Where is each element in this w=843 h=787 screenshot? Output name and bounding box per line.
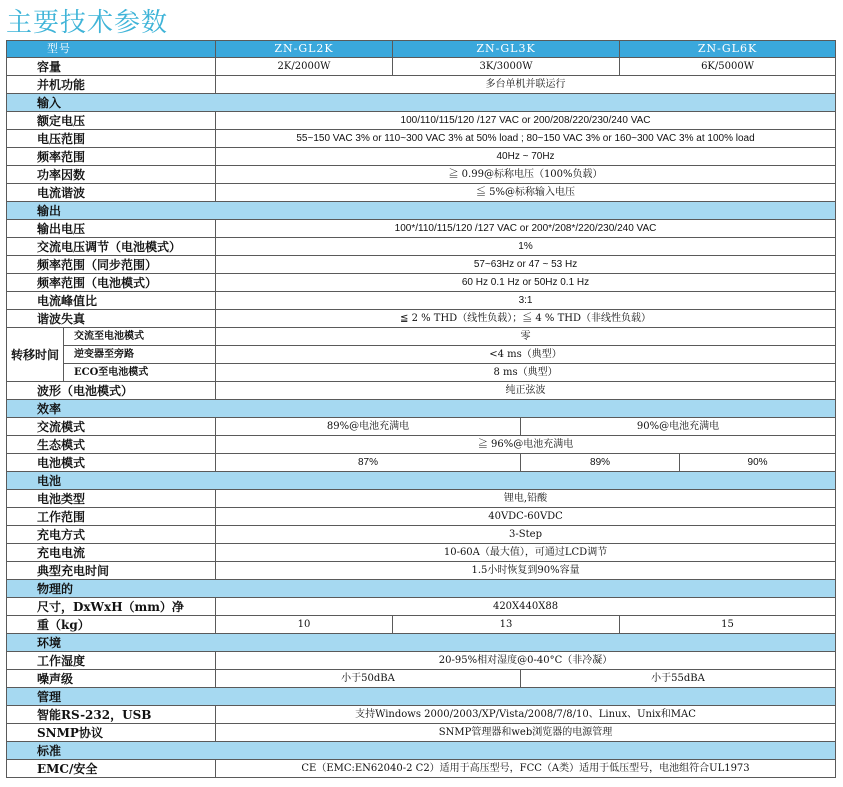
- section-management: [7, 688, 836, 706]
- battery-mode-gl3k: 89%: [521, 454, 680, 472]
- voltage-range-label: 电压范围: [7, 130, 216, 148]
- emc-label: EMC/安全: [7, 760, 216, 778]
- dimensions-label: 尺寸，DxWxH（mm）净: [7, 598, 216, 616]
- section-output: [7, 202, 836, 220]
- rs232-row: [7, 706, 836, 724]
- section-standards-title: 标准: [7, 742, 836, 760]
- waveform-value: 纯正弦波: [216, 382, 836, 400]
- frequency-range-label: 频率范围: [7, 148, 216, 166]
- transfer-time-label: 转移时间: [7, 328, 64, 382]
- emc-value: CE（EMC:EN62040-2 C2）适用于高压型号，FCC（A类）适用于低压型号，电池组符合UL1973: [216, 760, 836, 778]
- ac-regulation-value: 1%: [216, 238, 836, 256]
- noise-label: 噪声级: [7, 670, 216, 688]
- rated-voltage-row: [7, 112, 836, 130]
- charge-current-label: 充电电流: [7, 544, 216, 562]
- humidity-value: 20-95%相对湿度@0-40°C（非冷凝）: [216, 652, 836, 670]
- charge-method-label: 充电方式: [7, 526, 216, 544]
- battery-mode-label: 电池模式: [7, 454, 216, 472]
- transfer-inverter-bypass-label: 逆变器至旁路: [64, 346, 216, 364]
- transfer-row: [7, 346, 836, 364]
- current-harmonic-label: 电流谐波: [7, 184, 216, 202]
- section-environment: [7, 634, 836, 652]
- voltage-range-row: [7, 130, 836, 148]
- ac-mode-row: [7, 418, 836, 436]
- section-input: [7, 94, 836, 112]
- capacity-gl6k: 6K/5000W: [620, 58, 836, 76]
- power-factor-value: ≧ 0.99@标称电压（100%负载）: [216, 166, 836, 184]
- rated-voltage-label: 额定电压: [7, 112, 216, 130]
- freq-sync-value: 57~63Hz or 47 ~ 53 Hz: [216, 256, 836, 274]
- humidity-label: 工作湿度: [7, 652, 216, 670]
- crest-factor-value: 3:1: [216, 292, 836, 310]
- section-input-title: 输入: [7, 94, 836, 112]
- dimensions-row: [7, 598, 836, 616]
- model-gl3k: ZN-GL3K: [393, 41, 620, 58]
- transfer-row: [7, 364, 836, 382]
- battery-type-value: 锂电,铅酸: [216, 490, 836, 508]
- snmp-value: SNMP管理器和web浏览器的电源管理: [216, 724, 836, 742]
- emc-row: [7, 760, 836, 778]
- snmp-label: SNMP协议: [7, 724, 216, 742]
- ac-regulation-label: 交流电压调节（电池模式）: [7, 238, 216, 256]
- noise-high: 小于55dBA: [521, 670, 836, 688]
- battery-type-label: 电池类型: [7, 490, 216, 508]
- model-gl2k: ZN-GL2K: [216, 41, 393, 58]
- output-voltage-label: 输出电压: [7, 220, 216, 238]
- rs232-value: 支持Windows 2000/2003/XP/Vista/2008/7/8/10、Linux、Unix和MAC: [216, 706, 836, 724]
- header-row: [7, 41, 836, 58]
- output-voltage-row: [7, 220, 836, 238]
- capacity-label: 容量: [7, 58, 216, 76]
- transfer-ac-battery-value: 零: [216, 328, 836, 346]
- battery-mode-gl6k: 90%: [680, 454, 836, 472]
- charge-current-value: 10-60A（最大值），可通过LCD调节: [216, 544, 836, 562]
- section-standards: [7, 742, 836, 760]
- parallel-label: 并机功能: [7, 76, 216, 94]
- battery-range-row: [7, 508, 836, 526]
- noise-row: [7, 670, 836, 688]
- model-gl6k: ZN-GL6K: [620, 41, 836, 58]
- snmp-row: [7, 724, 836, 742]
- transfer-eco-battery-label: ECO至电池模式: [64, 364, 216, 382]
- freq-battery-row: [7, 274, 836, 292]
- output-voltage-value: 100*/110/115/120 /127 VAC or 200*/208*/220/230/240 VAC: [216, 220, 836, 238]
- frequency-range-row: [7, 148, 836, 166]
- section-output-title: 输出: [7, 202, 836, 220]
- charge-method-row: [7, 526, 836, 544]
- page-title: 主要技术参数: [6, 8, 169, 38]
- crest-factor-row: [7, 292, 836, 310]
- freq-battery-label: 频率范围（电池模式）: [7, 274, 216, 292]
- waveform-label: 波形（电池模式）: [7, 382, 216, 400]
- recharge-time-value: 1.5小时恢复到90%容量: [216, 562, 836, 580]
- section-battery: [7, 472, 836, 490]
- model-label: 型号: [7, 41, 216, 58]
- humidity-row: [7, 652, 836, 670]
- charge-method-value: 3-Step: [216, 526, 836, 544]
- ac-mode-label: 交流模式: [7, 418, 216, 436]
- freq-sync-row: [7, 256, 836, 274]
- section-battery-title: 电池: [7, 472, 836, 490]
- section-efficiency-title: 效率: [7, 400, 836, 418]
- weight-row: [7, 616, 836, 634]
- recharge-time-label: 典型充电时间: [7, 562, 216, 580]
- rs232-label: 智能RS-232，USB: [7, 706, 216, 724]
- rated-voltage-value: 100/110/115/120 /127 VAC or 200/208/220/230/240 VAC: [216, 112, 836, 130]
- weight-gl2k: 10: [216, 616, 393, 634]
- thd-label: 谐波失真: [7, 310, 216, 328]
- ac-regulation-row: [7, 238, 836, 256]
- voltage-range-value: 55~150 VAC 3% or 110~300 VAC 3% at 50% load ; 80~150 VAC 3% or 160~300 VAC 3% at 100% load: [216, 130, 836, 148]
- capacity-gl3k: 3K/3000W: [393, 58, 620, 76]
- section-environment-title: 环境: [7, 634, 836, 652]
- parallel-value: 多台单机并联运行: [216, 76, 836, 94]
- capacity-gl2k: 2K/2000W: [216, 58, 393, 76]
- current-harmonic-value: ≦ 5%@标称输入电压: [216, 184, 836, 202]
- transfer-eco-battery-value: 8 ms（典型）: [216, 364, 836, 382]
- battery-mode-gl2k: 87%: [216, 454, 521, 472]
- weight-gl6k: 15: [620, 616, 836, 634]
- waveform-row: [7, 382, 836, 400]
- recharge-time-row: [7, 562, 836, 580]
- power-factor-row: [7, 166, 836, 184]
- thd-row: [7, 310, 836, 328]
- ac-mode-value-low: 89%@电池充满电: [216, 418, 521, 436]
- battery-mode-row: [7, 454, 836, 472]
- eco-mode-label: 生态模式: [7, 436, 216, 454]
- dimensions-value: 420X440X88: [216, 598, 836, 616]
- weight-gl3k: 13: [393, 616, 620, 634]
- frequency-range-value: 40Hz ~ 70Hz: [216, 148, 836, 166]
- eco-mode-row: [7, 436, 836, 454]
- section-management-title: 管理: [7, 688, 836, 706]
- capacity-row: [7, 58, 836, 76]
- noise-low: 小于50dBA: [216, 670, 521, 688]
- transfer-row: [7, 328, 836, 346]
- spec-table: [6, 40, 836, 778]
- section-physical-title: 物理的: [7, 580, 836, 598]
- section-physical: [7, 580, 836, 598]
- battery-type-row: [7, 490, 836, 508]
- eco-mode-value: ≧ 96%@电池充满电: [216, 436, 836, 454]
- current-harmonic-row: [7, 184, 836, 202]
- crest-factor-label: 电流峰值比: [7, 292, 216, 310]
- power-factor-label: 功率因数: [7, 166, 216, 184]
- charge-current-row: [7, 544, 836, 562]
- section-efficiency: [7, 400, 836, 418]
- weight-label: 重（kg）: [7, 616, 216, 634]
- transfer-ac-battery-label: 交流至电池模式: [64, 328, 216, 346]
- ac-mode-value-high: 90%@电池充满电: [521, 418, 836, 436]
- freq-battery-value: 60 Hz 0.1 Hz or 50Hz 0.1 Hz: [216, 274, 836, 292]
- battery-range-label: 工作范围: [7, 508, 216, 526]
- thd-value: ≦ 2 % THD（线性负载）；≦ 4 % THD（非线性负载）: [216, 310, 836, 328]
- freq-sync-label: 频率范围（同步范围）: [7, 256, 216, 274]
- transfer-inverter-bypass-value: <4 ms（典型）: [216, 346, 836, 364]
- parallel-row: [7, 76, 836, 94]
- battery-range-value: 40VDC-60VDC: [216, 508, 836, 526]
